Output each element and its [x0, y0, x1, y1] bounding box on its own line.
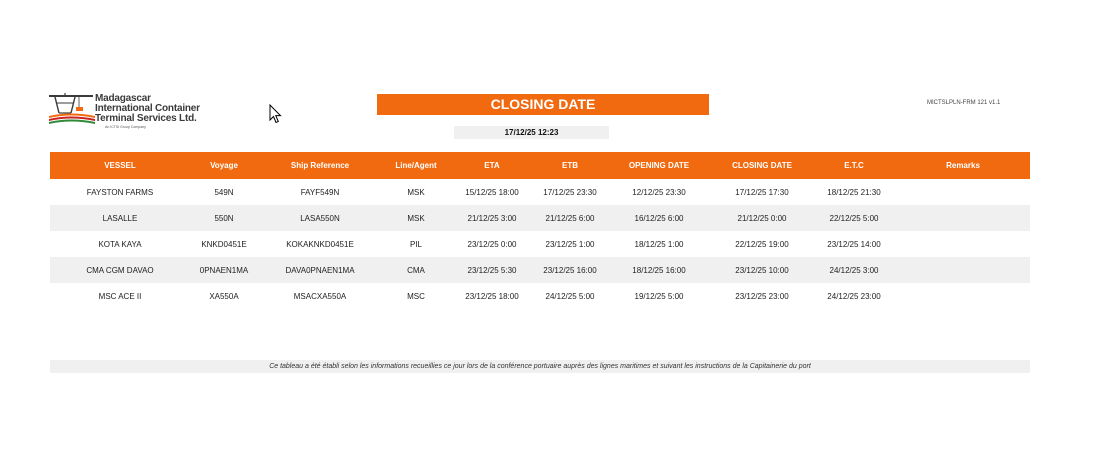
- company-name-line-2: International Container: [95, 103, 200, 114]
- col-header-remarks: Remarks: [896, 152, 1030, 179]
- cell-opening-date: 16/12/25 6:00: [606, 205, 712, 231]
- cell-ship-reference: LASA550N: [258, 205, 382, 231]
- page-title: CLOSING DATE: [377, 94, 709, 115]
- cell-vessel: LASALLE: [50, 205, 190, 231]
- company-logo: [49, 93, 219, 133]
- table-row: [50, 231, 1030, 257]
- cell-etb: 24/12/25 5:00: [545, 291, 595, 301]
- cell-remarks: [896, 283, 1030, 309]
- cell-line-agent: MSK: [382, 205, 450, 231]
- table-row: [50, 283, 1030, 309]
- company-name: [95, 94, 200, 124]
- cell-ship-reference: KOKAKNKD0451E: [286, 239, 354, 249]
- table-row: [50, 179, 1030, 205]
- company-subline: An ICTSI Group Company: [105, 125, 146, 129]
- cell-etb: 21/12/25 6:00: [534, 205, 606, 231]
- cell-remarks: [896, 231, 1030, 257]
- form-reference: MICTSLPLN-FRM 121 v1.1: [927, 100, 1001, 106]
- cell-etb: 23/12/25 1:00: [545, 239, 595, 249]
- cell-opening-date: 19/12/25 5:00: [634, 291, 684, 301]
- cell-closing-date: 23/12/25 10:00: [712, 257, 812, 283]
- cell-voyage: 549N: [214, 187, 234, 197]
- cell-closing-date: 22/12/25 19:00: [735, 239, 789, 249]
- cell-eta: 23/12/25 5:30: [450, 257, 534, 283]
- cell-ship-reference: MSACXA550A: [293, 291, 347, 301]
- cell-vessel: CMA CGM DAVAO: [50, 257, 190, 283]
- col-header-eta: ETA: [450, 152, 534, 179]
- col-header-etb: ETB: [534, 152, 606, 179]
- cell-closing-date: 21/12/25 0:00: [712, 205, 812, 231]
- cell-etc: 24/12/25 3:00: [812, 257, 896, 283]
- cell-voyage: KNKD0451E: [201, 239, 247, 249]
- cell-etb: 23/12/25 16:00: [534, 257, 606, 283]
- cell-etc: 22/12/25 5:00: [812, 205, 896, 231]
- generated-timestamp: 17/12/25 12:23: [454, 126, 609, 139]
- cell-etc: 23/12/25 14:00: [827, 239, 881, 249]
- cell-ship-reference: FAYF549N: [300, 187, 340, 197]
- cell-remarks: [896, 205, 1030, 231]
- cell-voyage: XA550A: [209, 291, 239, 301]
- cell-opening-date: 18/12/25 16:00: [606, 257, 712, 283]
- table-row: [50, 257, 1030, 283]
- cell-eta: 15/12/25 18:00: [465, 187, 519, 197]
- table-row: [50, 205, 1030, 231]
- cell-etc: 24/12/25 23:00: [827, 291, 881, 301]
- cell-vessel: MSC ACE II: [98, 291, 142, 301]
- cell-etc: 18/12/25 21:30: [827, 187, 881, 197]
- company-name-line-3: Terminal Services Ltd.: [95, 113, 197, 124]
- col-header-line-agent: Line/Agent: [382, 152, 450, 179]
- cell-voyage: 550N: [190, 205, 258, 231]
- footer-note: Ce tableau a été établi selon les informations recueillies ce jour lors de la conférence portuaire auprès des lignes maritimes et suivant les instructions de la Capitainerie du port: [50, 360, 1030, 373]
- cell-vessel: KOTA KAYA: [98, 239, 142, 249]
- company-name-line-1: Madagascar: [95, 93, 151, 104]
- cell-eta: 23/12/25 18:00: [465, 291, 519, 301]
- cell-voyage: 0PNAEN1MA: [190, 257, 258, 283]
- cell-line-agent: CMA: [382, 257, 450, 283]
- table-header-row: [50, 152, 1030, 179]
- cell-closing-date: 17/12/25 17:30: [735, 187, 789, 197]
- col-header-vessel: VESSEL: [50, 152, 190, 179]
- col-header-ship-reference: Ship Reference: [258, 152, 382, 179]
- cell-line-agent: MSK: [407, 187, 425, 197]
- crane-logo-icon: [49, 93, 95, 127]
- cell-vessel: FAYSTON FARMS: [86, 187, 154, 197]
- cell-etb: 17/12/25 23:30: [543, 187, 597, 197]
- closing-date-table: [50, 152, 1030, 309]
- cell-ship-reference: DAVA0PNAEN1MA: [258, 257, 382, 283]
- cell-line-agent: PIL: [409, 239, 422, 249]
- cell-closing-date: 23/12/25 23:00: [735, 291, 789, 301]
- cell-line-agent: MSC: [407, 291, 425, 301]
- col-header-voyage: Voyage: [190, 152, 258, 179]
- cell-remarks: [896, 179, 1030, 205]
- cell-eta: 23/12/25 0:00: [467, 239, 517, 249]
- cell-remarks: [896, 257, 1030, 283]
- col-header-closing-date: CLOSING DATE: [712, 152, 812, 179]
- mouse-cursor-icon: [269, 104, 283, 124]
- cell-opening-date: 18/12/25 1:00: [634, 239, 684, 249]
- cell-opening-date: 12/12/25 23:30: [632, 187, 686, 197]
- col-header-etc: E.T.C: [812, 152, 896, 179]
- col-header-opening-date: OPENING DATE: [606, 152, 712, 179]
- cell-eta: 21/12/25 3:00: [450, 205, 534, 231]
